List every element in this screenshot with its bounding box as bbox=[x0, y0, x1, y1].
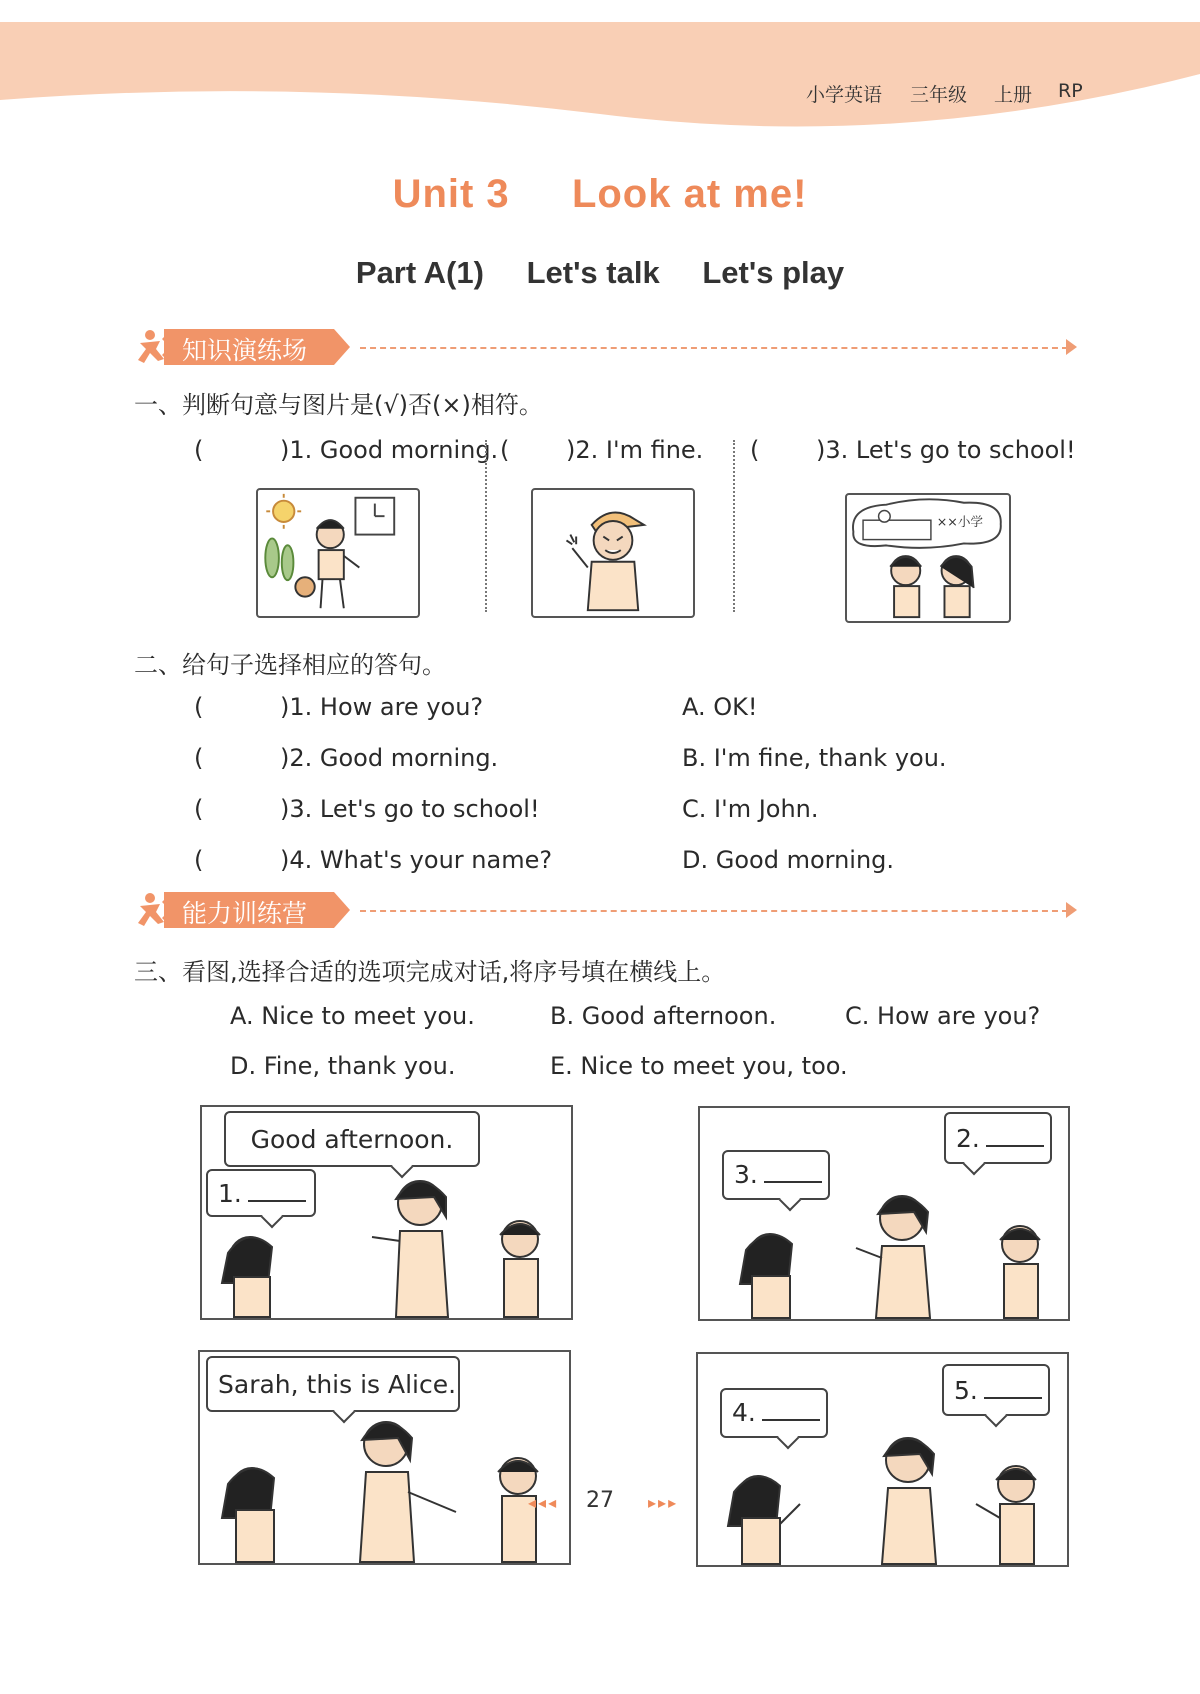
page-number: 27 bbox=[586, 1488, 614, 1513]
q3-title: 三、看图,选择合适的选项完成对话,将序号填在横线上。 bbox=[134, 958, 726, 986]
sun-icon bbox=[266, 494, 301, 529]
girl-figure-left bbox=[890, 556, 921, 617]
answer-blank-2[interactable] bbox=[986, 1127, 1044, 1147]
girl-left-figure bbox=[740, 1234, 792, 1318]
q1-item-3: ( )3. Let's go to school! bbox=[750, 436, 1076, 464]
q2-item-2: ( )2. Good morning. bbox=[194, 744, 499, 772]
q1-separator-2 bbox=[733, 440, 735, 612]
q3-panel-3 bbox=[198, 1350, 571, 1565]
girl-right-figure bbox=[500, 1221, 540, 1317]
q2-option-b: B. I'm fine, thank you. bbox=[682, 744, 947, 772]
part-name: Part A(1) bbox=[355, 255, 484, 290]
speech-bubble-blank-3: 3. bbox=[722, 1150, 830, 1200]
q2-option-d: D. Good morning. bbox=[682, 846, 895, 874]
speech-bubble-blank-1: 1. bbox=[206, 1169, 316, 1217]
ball-icon bbox=[295, 577, 314, 596]
banner-practice-line bbox=[360, 347, 1068, 349]
banner-training bbox=[134, 890, 354, 930]
q2-option-c: C. I'm John. bbox=[682, 795, 819, 823]
q3-option-c: C. How are you? bbox=[845, 1002, 1041, 1030]
next-page-arrows-icon: ▸▸▸ bbox=[648, 1493, 679, 1512]
part-title bbox=[0, 255, 1200, 291]
teacher-figure bbox=[372, 1181, 448, 1317]
q2-item-4: ( )4. What's your name? bbox=[194, 846, 553, 874]
q2-item-3: ( )3. Let's go to school! bbox=[194, 795, 540, 823]
unit-name: Look at me! bbox=[571, 172, 808, 216]
part-section-talk: Let's talk bbox=[526, 255, 660, 290]
q1-title: 一、判断句意与图片是(√)否(×)相符。 bbox=[134, 391, 543, 419]
q3-panel-1 bbox=[200, 1105, 573, 1320]
q1-separator-1 bbox=[485, 440, 487, 612]
banner-practice-label: 知识演练场 bbox=[182, 336, 308, 365]
speech-bubble-blank-4: 4. bbox=[720, 1388, 828, 1438]
q2-item-1: ( )1. How are you? bbox=[194, 693, 484, 721]
q3-option-e: E. Nice to meet you, too. bbox=[550, 1052, 848, 1080]
girl-left-figure bbox=[222, 1468, 274, 1562]
girl-right-figure bbox=[976, 1466, 1036, 1564]
header-band bbox=[0, 22, 1200, 132]
banner-training-label: 能力训练营 bbox=[182, 899, 308, 928]
tree-icon bbox=[265, 538, 293, 580]
q3-option-d: D. Fine, thank you. bbox=[230, 1052, 456, 1080]
q3-option-a: A. Nice to meet you. bbox=[230, 1002, 475, 1030]
q1-picture-fine bbox=[531, 488, 695, 618]
arrow-right-icon bbox=[1066, 902, 1077, 918]
teacher-figure bbox=[856, 1196, 930, 1318]
header-subject: 小学英语 bbox=[806, 84, 883, 106]
header-volume: 上册 bbox=[994, 84, 1033, 106]
q3-panel-4 bbox=[696, 1352, 1069, 1567]
q3-panel-2 bbox=[698, 1106, 1070, 1321]
unit-number: Unit 3 bbox=[392, 172, 510, 216]
banner-training-line bbox=[360, 910, 1068, 912]
part-section-play: Let's play bbox=[702, 255, 845, 290]
clock-icon bbox=[355, 498, 394, 535]
q1-item-2: ( )2. I'm fine. bbox=[500, 436, 704, 464]
q1-item-1: ( )1. Good morning. bbox=[194, 436, 499, 464]
speech-bubble-introduction: Sarah, this is Alice. bbox=[206, 1356, 460, 1412]
boy-cap-figure bbox=[566, 513, 644, 611]
answer-blank-4[interactable] bbox=[762, 1401, 820, 1421]
boy-figure bbox=[317, 520, 360, 608]
speech-bubble-blank-2: 2. bbox=[944, 1112, 1052, 1164]
school-sign: ××小学 bbox=[936, 514, 984, 530]
q2-title: 二、给句子选择相应的答句。 bbox=[134, 651, 446, 679]
q1-picture-morning bbox=[256, 488, 420, 618]
girl-left-figure bbox=[222, 1237, 272, 1317]
answer-blank-3[interactable] bbox=[764, 1163, 822, 1183]
speech-bubble-good-afternoon: Good afternoon. bbox=[224, 1111, 480, 1167]
answer-blank-1[interactable] bbox=[248, 1182, 306, 1202]
unit-title bbox=[0, 172, 1200, 217]
arrow-right-icon bbox=[1066, 339, 1077, 355]
header-grade: 三年级 bbox=[910, 84, 968, 106]
girl-right-figure bbox=[1000, 1226, 1040, 1318]
q1-picture-school bbox=[845, 493, 1011, 623]
q2-option-a: A. OK! bbox=[682, 693, 758, 721]
header-edition: RP bbox=[1058, 80, 1083, 102]
girl-figure-right bbox=[941, 556, 974, 617]
answer-blank-5[interactable] bbox=[984, 1379, 1042, 1399]
prev-page-arrows-icon: ◂◂◂ bbox=[528, 1493, 559, 1512]
banner-practice bbox=[134, 327, 354, 367]
speech-bubble-blank-5: 5. bbox=[942, 1364, 1050, 1416]
q3-option-b: B. Good afternoon. bbox=[550, 1002, 777, 1030]
